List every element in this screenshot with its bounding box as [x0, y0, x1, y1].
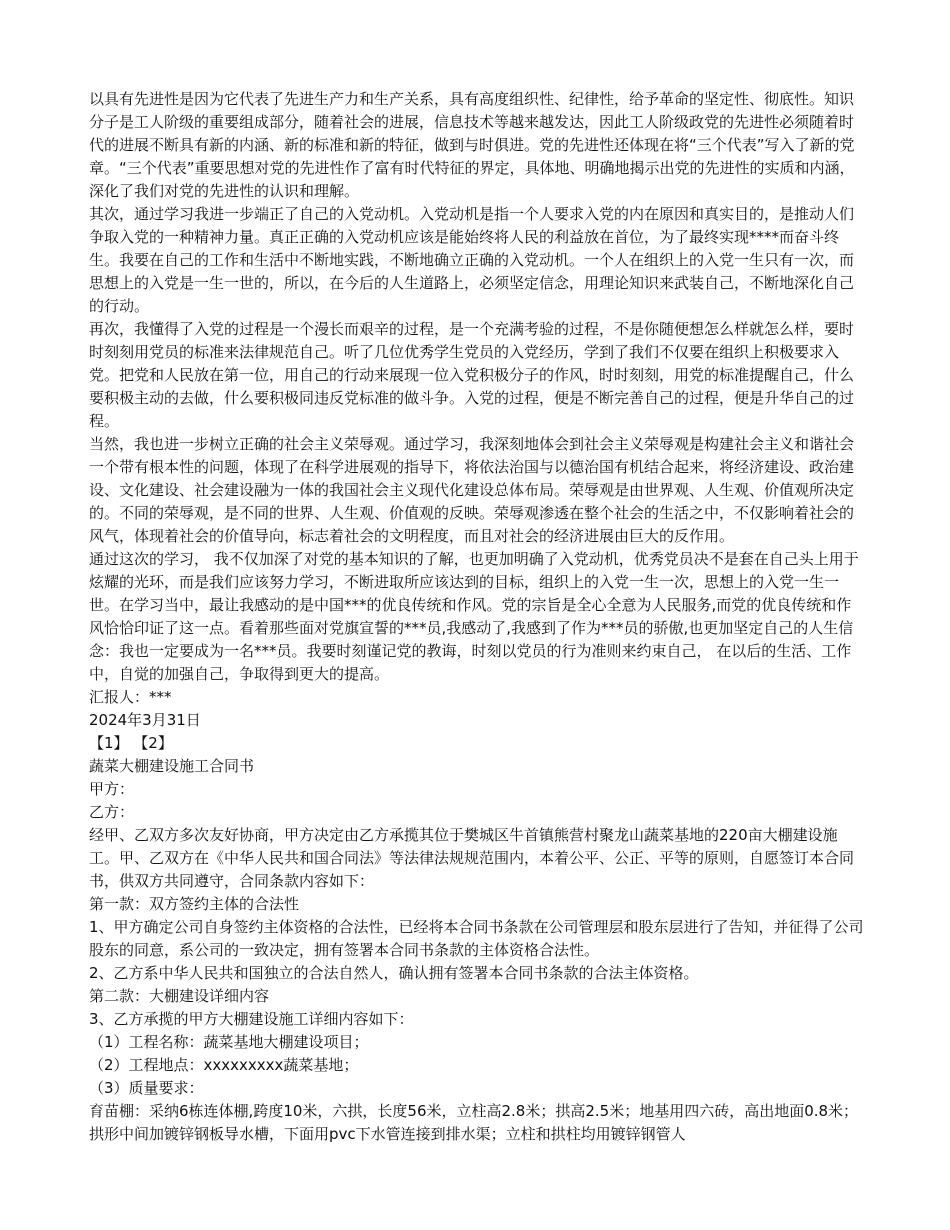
document-body [89, 88, 864, 1146]
seedling-greenhouse-spec: 育苗棚：采纳6栋连体棚,跨度10米，六拱，长度56米，立柱高2.8米；拱高2.5米；地基用四六砖，高出地面0.8米；拱形中间加镀锌钢板导水槽，下面用pvc下水管连接到排水渠；立柱和拱柱均用镀锌钢管人 [89, 1102, 859, 1143]
page-links: 【1】 【2】 [89, 734, 173, 752]
party-b-line: 乙方： [89, 803, 135, 821]
paragraph-process: 再次，我懂得了入党的过程是一个漫长而艰辛的过程，是一个充满考验的过程，不是你随便想怎么样就怎么样，要时时刻刻用党员的标准来法律规范自己。听了几位优秀学生党员的入党经历，学到了我们不仅要在组织上积极要求入党。把党和人民放在第一位，用自己的行动来展现一位入党积极分子的作风，时时刻刻，用党的标准提醒自己，什么要积极主动的去做，什么要积极同违反党标准的做斗争。入党的过程，便是不断完善自己的过程，便是升华自己的过程。 [89, 320, 855, 430]
quality-requirements: （3）质量要求： [89, 1079, 204, 1097]
project-name: （1）工程名称：蔬菜基地大棚建设项目； [89, 1033, 369, 1051]
clause-2-item-3: 3、乙方承揽的甲方大棚建设施工详细内容如下： [89, 1010, 414, 1028]
paragraph-honor-view: 当然，我也进一步树立正确的社会主义荣辱观。通过学习，我深刻地体会到社会主义荣辱观是构建社会主义和谐社会一个带有根本性的问题，体现了在科学进展观的指导下，将依法治国与以德治国有机结合起来，将经济建设、政治建设、文化建设、社会建设融为一体的我国社会主义现代化建设总体布局。荣辱观是由世界观、人生观、价值观所决定的。不同的荣辱观，是不同的世界、人生观、价值观的反映。荣辱观渗透在整个社会的生活之中，不仅影响着社会的风气，体现着社会的价值导向，标志着社会的文明程度，而且对社会的经济进展由巨大的反作用。 [89, 435, 855, 545]
paragraph-motivation: 其次，通过学习我进一步端正了自己的入党动机。入党动机是指一个人要求入党的内在原因和真实目的，是推动人们争取入党的一种精神力量。真正正确的入党动机应该是能始终将人民的利益放在首位，为了最终实现****而奋斗终生。我要在自己的工作和生活中不断地实践，不断地确立正确的入党动机。一个人在组织上的入党一生只有一次，而思想上的入党是一生一世的，所以，在今后的人生道路上，必须坚定信念，用理论知识来武装自己，不断地深化自己的行动。 [89, 205, 855, 315]
clause-2-heading: 第二款：大棚建设详细内容 [89, 987, 270, 1005]
contract-intro: 经甲、乙双方多次友好协商，甲方决定由乙方承揽其位于樊城区牛首镇熊营村聚龙山蔬菜基地的220亩大棚建设施工。甲、乙双方在《中华人民共和国合同法》等法律法规规范围内，本着公平、公正、平等的原则，自愿签订本合同书，供双方共同遵守，合同条款内容如下： [89, 826, 855, 890]
paragraph-party-advancement: 以具有先进性是因为它代表了先进生产力和生产关系，具有高度组织性、纪律性，给予革命的坚定性、彻底性。知识分子是工人阶级的重要组成部分，随着社会的进展，信息技术等越来越发达，因此工人阶级政党的先进性必须随着时代的进展不断具有新的内涵、新的标准和新的特征，做到与时俱进。党的先进性还体现在将“三个代表”写入了新的党章。“三个代表”重要思想对党的先进性作了富有时代特征的界定，具体地、明确地揭示出党的先进性的实质和内涵，深化了我们对党的先进性的认识和理解。 [89, 90, 855, 200]
project-location: （2）工程地点：xxxxxxxxx蔬菜基地； [89, 1056, 359, 1074]
report-date: 2024年3月31日 [89, 711, 201, 729]
clause-1-heading: 第一款：双方签约主体的合法性 [89, 895, 300, 913]
clause-1-item-2: 2、乙方系中华人民共和国独立的合法自然人，确认拥有签署本合同书条款的合法主体资格。 [89, 964, 699, 982]
reporter-line: 汇报人：*** [89, 688, 172, 706]
party-a-line: 甲方： [89, 780, 135, 798]
paragraph-summary: 通过这次的学习， 我不仅加深了对党的基本知识的了解，也更加明确了入党动机，优秀党员决不是套在自己头上用于炫耀的光环，而是我们应该努力学习，不断进取所应该达到的目标，组织上的入党一生一次，思想上的入党一生一世。在学习当中，最让我感动的是中国***的优良传统和作风。党的宗旨是全心全意为人民服务,而党的优良传统和作风恰恰印证了这一点。看着那些面对党旗宣誓的***员,我感动了,我感到了作为***员的骄傲,也更加坚定自己的人生信念：我也一定要成为一名***员。我要时刻谨记党的教诲，时刻以党员的行为准则来约束自己， 在以后的生活、工作中，自觉的加强自己，争取得到更大的提高。 [89, 550, 859, 683]
contract-title: 蔬菜大棚建设施工合同书 [89, 757, 255, 775]
clause-1-item-1: 1、甲方确定公司自身签约主体资格的合法性，已经将本合同书条款在公司管理层和股东层进行了告知，并征得了公司股东的同意，系公司的一致决定，拥有签署本合同书条款的主体资格合法性。 [89, 918, 864, 959]
